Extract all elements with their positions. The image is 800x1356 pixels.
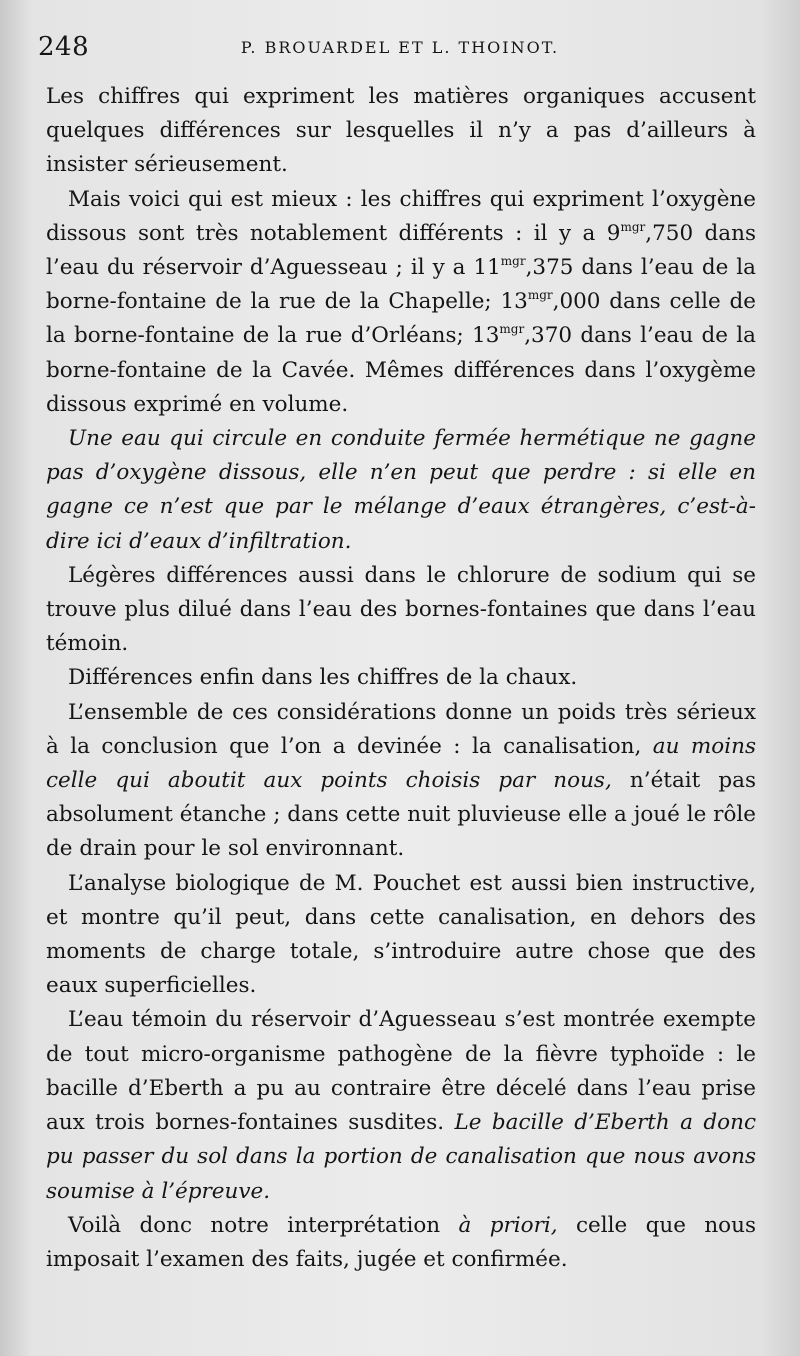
unit-superscript: mgr xyxy=(527,288,553,303)
paragraph xyxy=(46,1209,756,1277)
paragraph xyxy=(46,80,756,183)
paragraph-text: Une eau qui circule en conduite fermée hermétique ne gagne pas d’oxygène dissous, elle n’en peut que perdre : si elle en gagne ce n’est que par le mélange d’eaux étrangères, c’est-à-dire ici d’eaux d’infiltration. xyxy=(46,426,756,554)
paragraph-text: Différences enfin dans les chiffres de la chaux. xyxy=(68,665,578,691)
running-head: P. BROUARDEL ET L. THOINOT. xyxy=(240,38,560,57)
paragraph-text: L’ensemble de ces considérations donne un poids très sérieux à la conclusion que l’on a devinée : la canalisation, xyxy=(46,699,756,759)
paragraph xyxy=(46,559,756,662)
paragraph-text: n’était pas absolument étanche ; dans cette nuit pluvieuse elle a joué le rôle de drain pour le sol environnant. xyxy=(46,768,756,862)
italic-phrase: Le bacille d’Eberth a donc pu passer du sol dans la portion de canalisation que nous avons soumise à l’épreuve. xyxy=(46,1110,756,1204)
unit-superscript: mgr xyxy=(499,322,525,337)
paragraph-text: L’analyse biologique de M. Pouchet est aussi bien instructive, et montre qu’il peut, dans cette canalisation, en dehors des moments de charge totale, s’introduire autre chose que des eaux superficielles. xyxy=(46,870,756,999)
paragraph-text: Voilà donc notre interprétation xyxy=(68,1212,459,1238)
body-text xyxy=(46,80,756,1277)
paragraph-text: ,370 dans l’eau de la borne-fontaine de la Cavée. Mêmes différences dans l’oxygème dissous exprimé en volume. xyxy=(46,323,756,417)
paragraph xyxy=(46,696,756,867)
paragraph-text: Les chiffres qui expriment les matières organiques accusent quelques différences sur lesquelles il n’y a pas d’ailleurs à insister sérieusement. xyxy=(46,84,756,178)
paragraph-text: celle que nous imposait l’examen des faits, jugée et confirmée. xyxy=(46,1212,756,1272)
paragraph-italic xyxy=(46,422,756,559)
paragraph-text: ,000 dans celle de la borne-fontaine de la rue d’Orléans; 13 xyxy=(46,289,756,349)
paragraph xyxy=(46,661,756,695)
italic-phrase: à priori, xyxy=(458,1212,558,1238)
page-number: 248 xyxy=(38,32,90,62)
paragraph xyxy=(46,1003,756,1208)
paragraph-text: ,750 dans l’eau du réservoir d’Aguesseau ; il y a 11 xyxy=(46,220,757,281)
paragraph-text: Mais voici qui est mieux : les chiffres qui expriment l’oxygène dissous sont très notablement différents : il y a 9 xyxy=(46,186,756,246)
paragraph xyxy=(46,183,756,422)
paragraph-text: L’eau témoin du réservoir d’Aguesseau s’est montrée exempte de tout micro-organisme pathogène de la fièvre typhoïde : le bacille d’Eberth a pu au contraire être décelé dans l’eau prise aux trois bornes-fontaines susdites. xyxy=(46,1007,756,1136)
paragraph xyxy=(46,867,756,1004)
paragraph-text: Légères différences aussi dans le chlorure de sodium qui se trouve plus dilué dans l’eau des bornes-fontaines que dans l’eau témoin. xyxy=(46,562,756,657)
unit-superscript: mgr xyxy=(620,219,646,234)
italic-phrase: au moins celle qui aboutit aux points choisis par nous, xyxy=(46,733,756,794)
paragraph-text: ,375 dans l’eau de la borne-fontaine de la rue de la Chapelle; 13 xyxy=(46,255,756,315)
page-header xyxy=(38,30,762,70)
unit-superscript: mgr xyxy=(500,254,526,269)
